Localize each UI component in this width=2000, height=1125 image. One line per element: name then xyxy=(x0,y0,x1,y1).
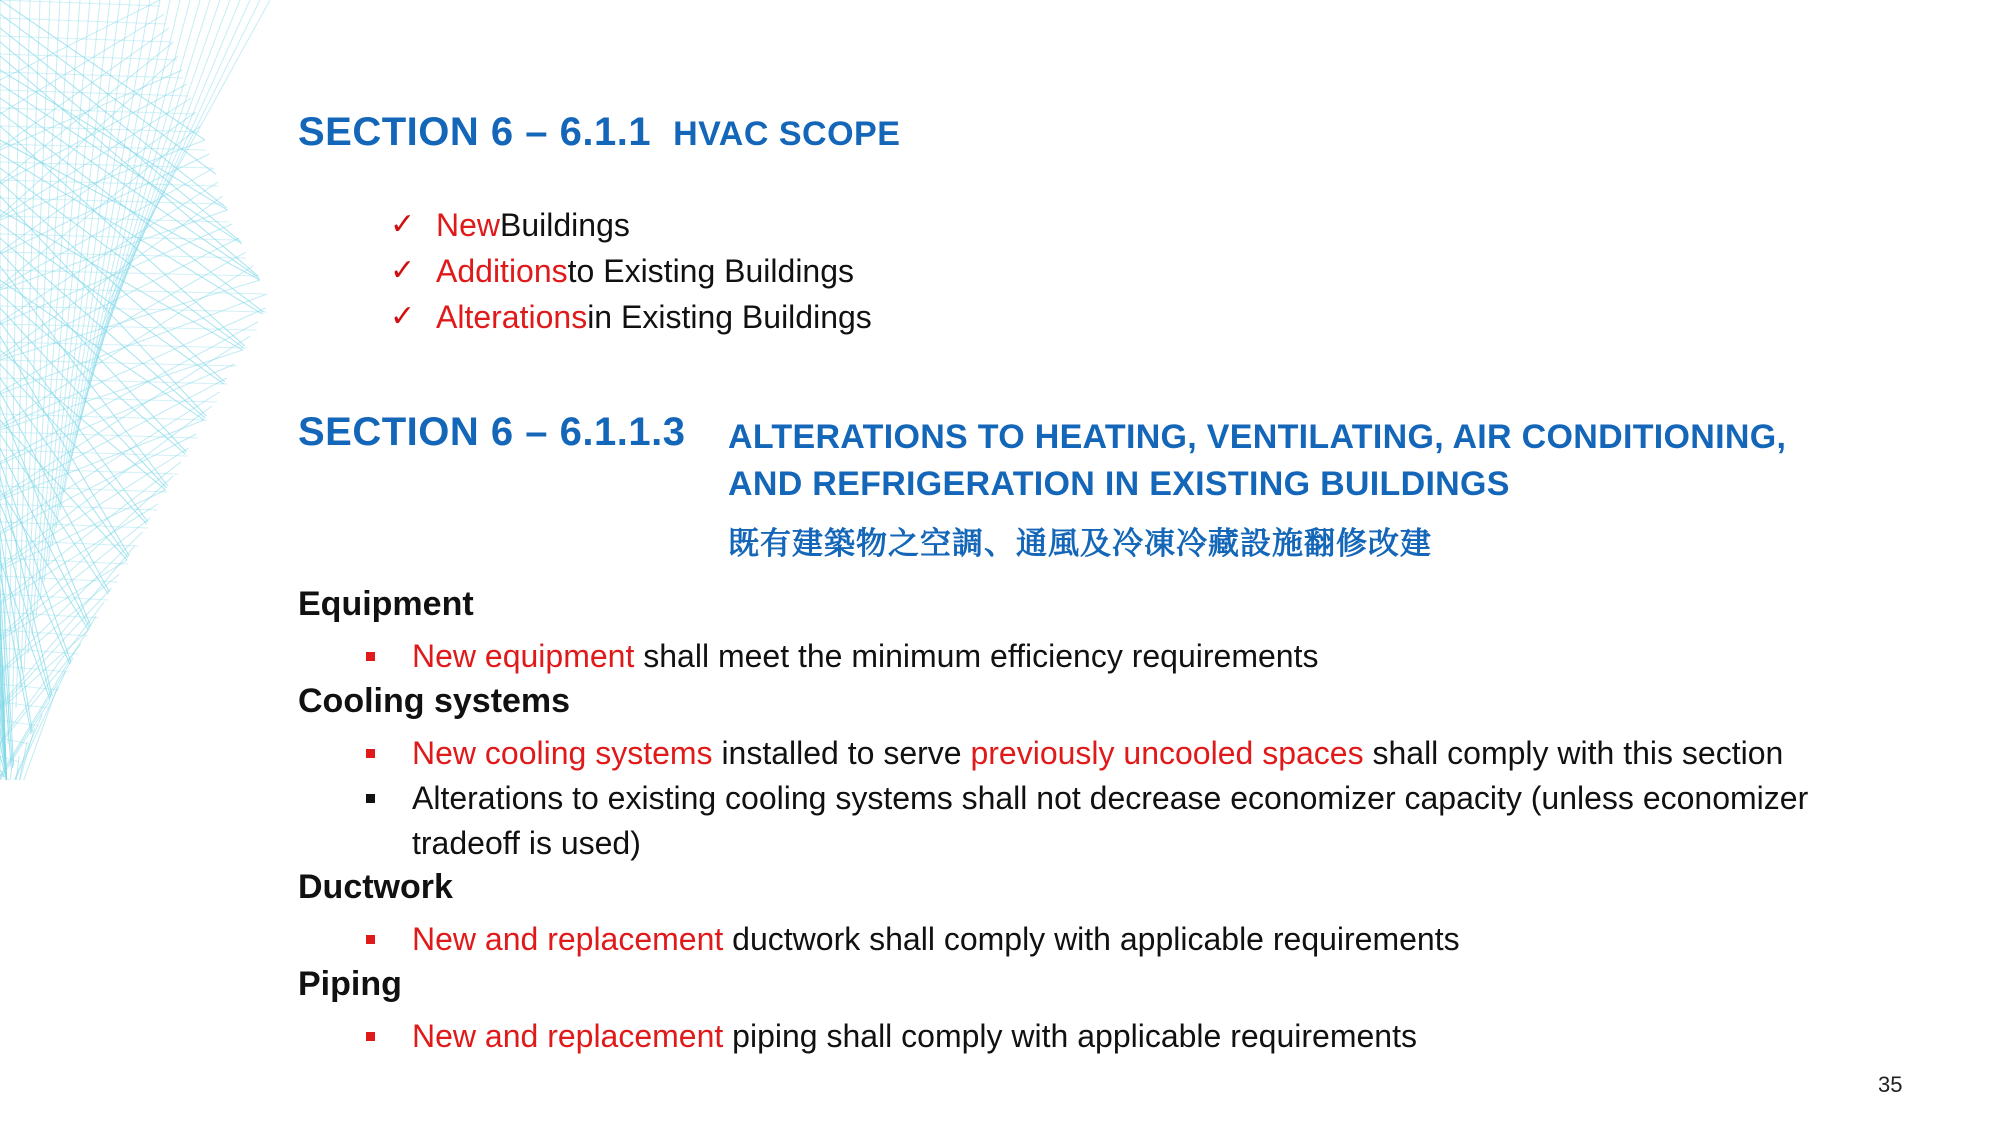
highlight-text: New cooling systems xyxy=(412,735,713,771)
list-item xyxy=(366,917,1460,962)
wireframe-line xyxy=(20,0,50,690)
section-number: SECTION 6 – 6.1.1.3 xyxy=(298,410,686,454)
group-heading-ductwork: Ductwork xyxy=(298,868,453,906)
wireframe-line xyxy=(0,90,189,96)
wireframe-line xyxy=(0,18,166,24)
wireframe-line xyxy=(0,98,191,218)
wireframe-line xyxy=(0,280,260,360)
wireframe-line xyxy=(108,0,270,294)
section-subtitle-chinese: 既有建築物之空調、通風及冷凍冷藏設施翻修改建 xyxy=(728,526,1432,561)
equipment-list xyxy=(366,634,1318,679)
wireframe-line xyxy=(0,72,183,78)
highlight-text: Additions xyxy=(436,253,568,289)
highlight-text: New xyxy=(436,207,501,243)
item-text: ductwork shall comply with applicable requirements xyxy=(723,921,1460,957)
highlight-text: New and replacement xyxy=(412,1018,724,1054)
group-heading-equipment: Equipment xyxy=(298,585,474,623)
wireframe-line xyxy=(0,14,164,114)
wireframe-line xyxy=(0,54,177,60)
item-text: piping shall comply with applicable requirements xyxy=(723,1018,1417,1054)
wireframe-line xyxy=(0,180,218,186)
checkmark-icon: ✓ xyxy=(390,254,416,287)
section-number: SECTION 6 – 6.1.1 xyxy=(298,110,652,154)
wireframe-line xyxy=(0,504,158,604)
piping-list xyxy=(366,1014,1417,1059)
list-item xyxy=(366,776,1922,866)
item-text: to Existing Buildings xyxy=(567,253,855,289)
checkmark-icon: ✓ xyxy=(390,300,416,333)
wireframe-line xyxy=(0,414,207,420)
section-subtitle-line1: ALTERATIONS TO HEATING, VENTILATING, AIR CONDITIONING, xyxy=(728,418,1787,456)
wireframe-line xyxy=(0,448,90,628)
list-item xyxy=(390,294,872,340)
list-item xyxy=(390,202,872,248)
highlight-text: previously uncooled spaces xyxy=(970,735,1364,771)
item-text: shall meet the minimum efficiency requirements xyxy=(634,638,1319,674)
item-text: in Existing Buildings xyxy=(587,299,872,335)
wireframe-line xyxy=(0,518,150,638)
wireframe-line xyxy=(0,342,247,348)
wireframe-line xyxy=(0,630,89,636)
page-number: 35 xyxy=(1878,1072,1903,1097)
square-bullet-icon xyxy=(366,794,375,803)
group-heading-piping: Piping xyxy=(298,965,402,1003)
wireframe-line xyxy=(0,702,49,708)
group-heading-cooling: Cooling systems xyxy=(298,682,571,720)
section-subtitle: HVAC SCOPE xyxy=(673,115,901,153)
checkmark-icon: ✓ xyxy=(390,208,416,241)
cooling-list xyxy=(366,731,1922,866)
list-item xyxy=(390,248,872,294)
square-bullet-icon xyxy=(366,935,375,944)
square-bullet-icon xyxy=(366,1032,375,1041)
wireframe-line xyxy=(0,0,160,80)
item-text: Alterations to existing cooling systems shall not decrease economizer capacity (unless economizer tradeoff is used) xyxy=(412,780,1809,861)
wireframe-line xyxy=(0,216,229,222)
wireframe-line xyxy=(0,112,263,312)
section-title-hvac-scope xyxy=(298,110,900,155)
highlight-text: New and replacement xyxy=(412,921,724,957)
item-text: shall comply with this section xyxy=(1363,735,1784,771)
square-bullet-icon xyxy=(366,749,375,758)
square-bullet-icon xyxy=(366,652,375,661)
section-number-alterations xyxy=(298,410,685,455)
item-text: Buildings xyxy=(500,207,630,243)
highlight-text: Alterations xyxy=(436,299,588,335)
list-item xyxy=(366,1014,1417,1059)
item-text: installed to serve xyxy=(712,735,971,771)
wireframe-line xyxy=(0,210,227,290)
highlight-text: New equipment xyxy=(412,638,635,674)
section-subtitle-line2: AND REFRIGERATION IN EXISTING BUILDINGS xyxy=(728,465,1510,503)
ductwork-list xyxy=(366,917,1460,962)
list-item xyxy=(366,634,1318,679)
wireframe-line xyxy=(0,420,204,500)
list-item xyxy=(366,731,1922,776)
scope-checklist xyxy=(390,202,872,340)
decorative-wireframe xyxy=(0,0,280,780)
